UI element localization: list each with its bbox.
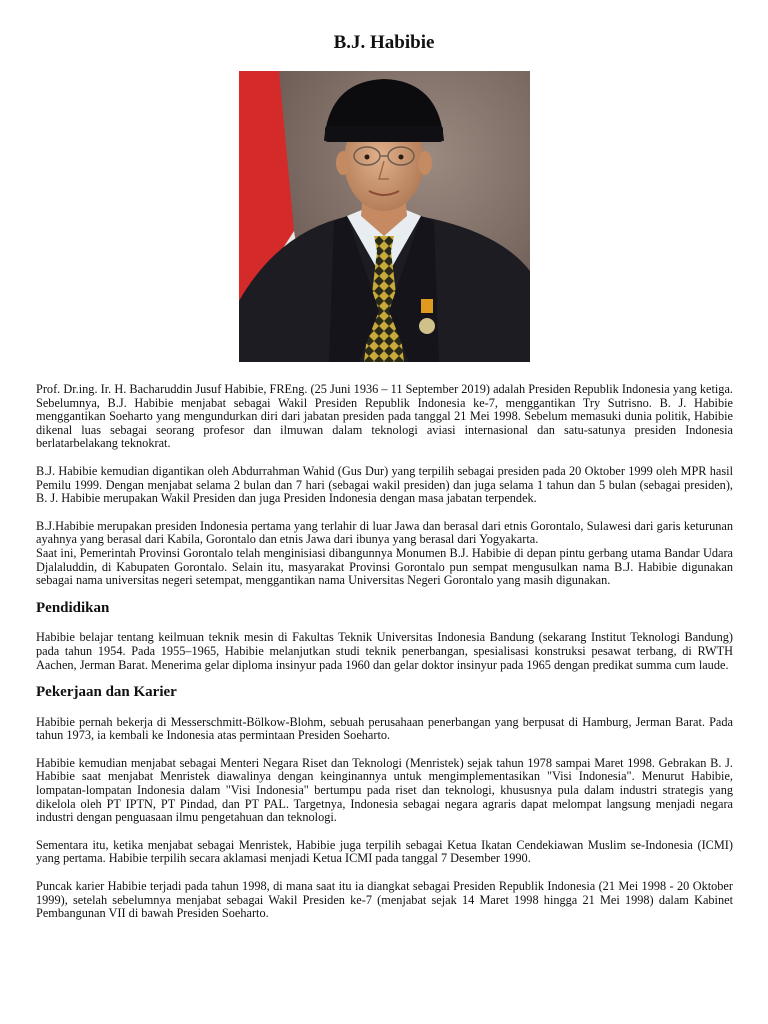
origin-paragraph: B.J.Habibie merupakan presiden Indonesia pertama yang terlahir di luar Jawa dan berasal dari etnis Gorontalo, Sulawesi dari garis keturunan ayahnya yang berasal dari Kabila, Gorontalo dan etnis Jawa dari ibunya yang berasal dari Yogyakarta.	[36, 518, 733, 547]
intro-paragraph: Prof. Dr.ing. Ir. H. Bacharuddin Jusuf Habibie, FREng. (25 Juni 1936 – 11 September 2019) adalah Presiden Republik Indonesia yang ketiga. Sebelumnya, B.J. Habibie menjabat sebagai Wakil Presiden Republik Indonesia ke-7, menggantikan Try Sutrisno. B. J. Habibie menggantikan Soeharto yang mengundurkan diri dari jabatan presiden pada tanggal 21 Mei 1998. Sebelum memasuki dunia politik, Habibie dikenal luas sebagai seorang profesor dan ilmuwan dalam teknologi aviasi internasional dan satu-satunya presiden Indonesia berlatarbelakang teknokrat.	[36, 382, 733, 451]
page-title: B.J. Habibie	[333, 32, 435, 53]
monument-paragraph: Saat ini, Pemerintah Provinsi Gorontalo telah menginisiasi dibangunnya Monumen B.J. Habibie di depan pintu gerbang utama Bandar Udara Djalaluddin, di Kabupaten Gorontalo. Selain itu, masyarakat Provinsi Gorontalo pun sempat mengusulkan nama B.J. Habibie digunakan sebagai nama universitas negeri setempat, menggantikan nama Universitas Negeri Gorontalo yang masih digunakan.	[36, 545, 733, 588]
career-paragraph-3: Sementara itu, ketika menjabat sebagai Menristek, Habibie juga terpilih sebagai Ketua Ikatan Cendekiawan Muslim se-Indonesia (ICMI) yang pertama. Habibie terpilih secara aklamasi menjadi Ketua ICMI pada tanggal 7 Desember 1990.	[36, 837, 733, 866]
education-heading: Pendidikan	[36, 599, 110, 616]
education-paragraph: Habibie belajar tentang keilmuan teknik mesin di Fakultas Teknik Universitas Indonesia Bandung (sekarang Institut Teknologi Bandung) pada tahun 1954. Pada 1955–1965, Habibie melanjutkan studi teknik penerbangan, spesialisasi konstruksi pesawat terbang, di RWTH Aachen, Jerman Barat. Menerima gelar diploma insinyur pada 1960 dan gelar doktor insinyur pada 1965 dengan predikat summa cum laude.	[36, 630, 733, 672]
career-paragraph-4: Puncak karier Habibie terjadi pada tahun 1998, di mana saat itu ia diangkat sebagai Presiden Republik Indonesia (21 Mei 1998 - 20 Oktober 1999), setelah sebelumnya menjabat sebagai Wakil Presiden ke-7 (menjabat sejak 14 Maret 1998 hingga 21 Mei 1998) dalam Kabinet Pembangunan VII di bawah Presiden Soeharto.	[36, 879, 733, 921]
career-heading: Pekerjaan dan Karier	[36, 684, 177, 701]
portrait-photo	[239, 71, 530, 362]
career-paragraph-1: Habibie pernah bekerja di Messerschmitt-Bölkow-Blohm, sebuah perusahaan penerbangan yang berpusat di Hamburg, Jerman Barat. Pada tahun 1973, ia kembali ke Indonesia atas permintaan Presiden Soeharto.	[36, 714, 733, 743]
successor-paragraph: B.J. Habibie kemudian digantikan oleh Abdurrahman Wahid (Gus Dur) yang terpilih sebagai presiden pada 20 Oktober 1999 oleh MPR hasil Pemilu 1999. Dengan menjabat selama 2 bulan dan 7 hari (sebagai wakil presiden) dan juga selama 1 tahun dan 5 bulan (sebagai presiden), B. J. Habibie merupakan Wakil Presiden dan juga Presiden Indonesia dengan masa jabatan terpendek.	[36, 463, 733, 506]
article-body	[36, 383, 733, 935]
career-paragraph-2: Habibie kemudian menjabat sebagai Menteri Negara Riset dan Teknologi (Menristek) sejak tahun 1978 sampai Maret 1998. Gebrakan B. J. Habibie saat menjabat Menristek diawalinya dengan keinginannya untuk mengimplementasikan "Visi Indonesia". Menurut Habibie, lompatan-lompatan Indonesia dalam "Visi Indonesia" bertumpu pada riset dan teknologi, khususnya pula dalam industri strategis yang dikelola oleh PT IPTN, PT Pindad, dan PT PAL. Targetnya, Indonesia sebagai negara agraris dapat melompat langsung menjadi negara industri dengan penguasaan ilmu pengetahuan dan teknologi.	[36, 755, 733, 825]
